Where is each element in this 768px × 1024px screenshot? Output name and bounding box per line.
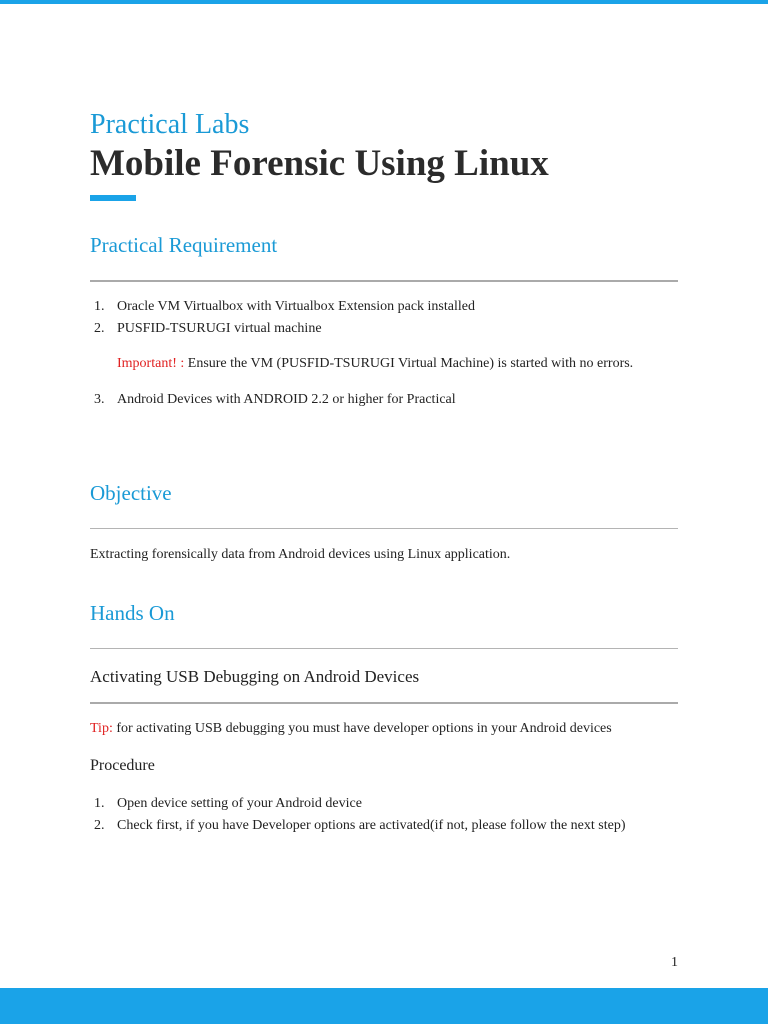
list-item <box>90 817 626 835</box>
requirements-heading: Practical Requirement <box>90 233 278 257</box>
list-item <box>90 391 456 409</box>
hands-on-heading: Hands On <box>90 601 175 625</box>
page-number: 1 <box>671 955 678 970</box>
document-title: Mobile Forensic Using Linux <box>90 143 549 184</box>
section-divider <box>90 648 678 649</box>
list-number: 2. <box>94 321 105 336</box>
objective-text: Extracting forensically data from Android devices using Linux application. <box>90 547 511 562</box>
bottom-accent-bar <box>0 988 768 1024</box>
tip-label: Tip: <box>90 721 113 736</box>
important-note <box>117 355 633 373</box>
section-divider <box>90 702 678 704</box>
subsection-heading: Activating USB Debugging on Android Devices <box>90 667 420 686</box>
title-accent-bar <box>90 195 136 201</box>
section-divider <box>90 280 678 282</box>
list-number: 1. <box>94 796 105 811</box>
procedure-heading: Procedure <box>90 757 155 774</box>
list-item <box>90 320 322 338</box>
list-number: 2. <box>94 818 105 833</box>
list-item-text: PUSFID-TSURUGI virtual machine <box>117 321 322 336</box>
list-item <box>90 795 362 813</box>
tip-text: for activating USB debugging you must have developer options in your Android devices <box>112 721 612 736</box>
list-item-text: Check first, if you have Developer options are activated(if not, please follow the next step) <box>117 818 626 833</box>
important-label: Important! : <box>117 356 185 371</box>
top-accent-bar <box>0 0 768 4</box>
list-item-text: Oracle VM Virtualbox with Virtualbox Extension pack installed <box>117 299 475 314</box>
list-item <box>90 298 475 316</box>
list-item-text: Android Devices with ANDROID 2.2 or higher for Practical <box>117 392 456 407</box>
document-kicker: Practical Labs <box>90 109 250 140</box>
important-text: Ensure the VM (PUSFID-TSURUGI Virtual Machine) is started with no errors. <box>184 356 634 371</box>
tip-note <box>90 720 612 738</box>
objective-heading: Objective <box>90 481 172 505</box>
section-divider <box>90 528 678 529</box>
list-item-text: Open device setting of your Android device <box>117 796 362 811</box>
list-number: 3. <box>94 392 105 407</box>
list-number: 1. <box>94 299 105 314</box>
